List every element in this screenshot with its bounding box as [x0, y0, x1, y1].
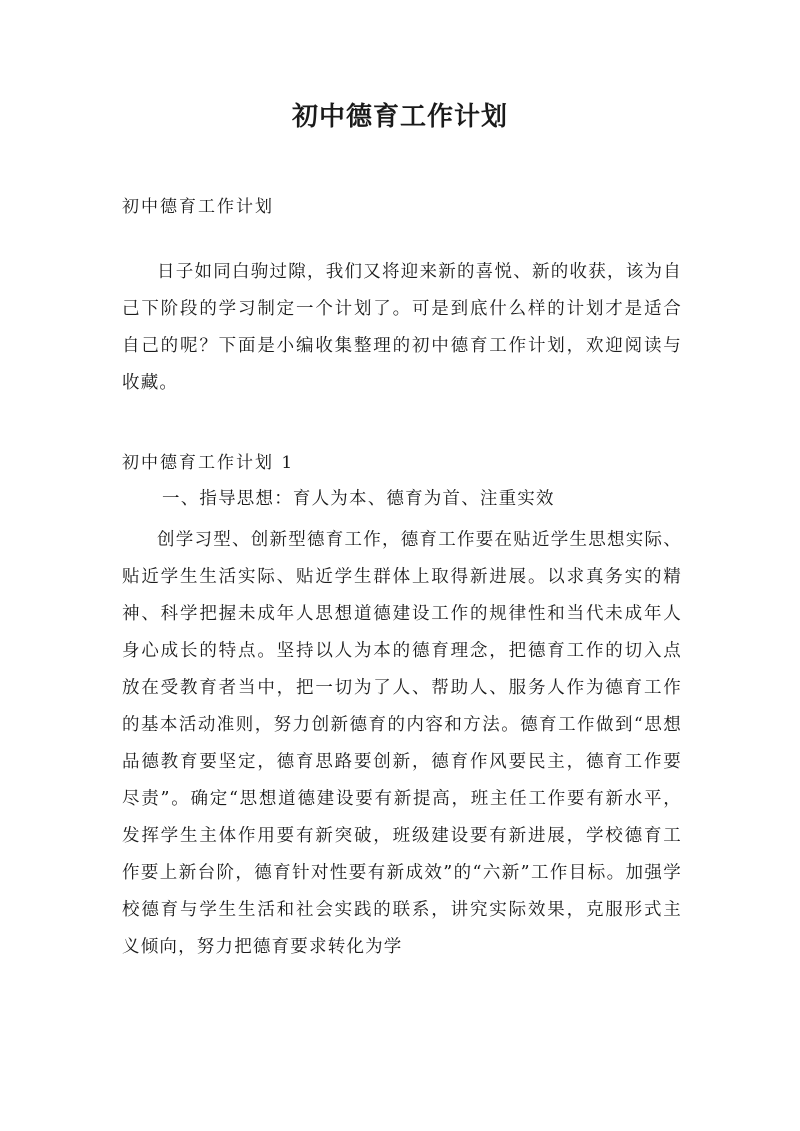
point-heading: 一、指导思想：育人为本、德育为首、注重实效 [162, 489, 555, 509]
section-heading: 初中德育工作计划 1 [122, 453, 295, 473]
document-subtitle: 初中德育工作计划 [122, 197, 274, 217]
document-title: 初中德育工作计划 [291, 102, 508, 132]
body-paragraph: 创学习型、创新型德育工作，德育工作要在贴近学生思想实际、贴近学生生活实际、贴近学生群体上取得新进展。以求真务实的精神、科学把握未成年人思想道德建设工作的规律性和当代未成年人身心成长的特点。坚持以人为本的德育理念，把德育工作的切入点放在受教育者当中，把一切为了人、帮助人、服务人作为德育工作的基本活动准则，努力创新德育的内容和方法。德育工作做到“思想品德教育要坚定，德育思路要创新，德育作风要民主，德育工作要尽责”。确定“思想道德建设要有新提高，班主任工作要有新水平，发挥学生主体作用要有新突破，班级建设要有新进展，学校德育工作要上新台阶，德育针对性要有新成效”的“六新”工作目标。加强学校德育与学生生活和社会实践的联系，讲究实际效果，克服形式主义倾向，努力把德育要求转化为学 [122, 530, 682, 957]
intro-paragraph: 日子如同白驹过隙，我们又将迎来新的喜悦、新的收获，该为自己下阶段的学习制定一个计划了。可是到底什么样的计划才是适合自己的呢？下面是小编收集整理的初中德育工作计划，欢迎阅读与收藏。 [122, 262, 682, 393]
